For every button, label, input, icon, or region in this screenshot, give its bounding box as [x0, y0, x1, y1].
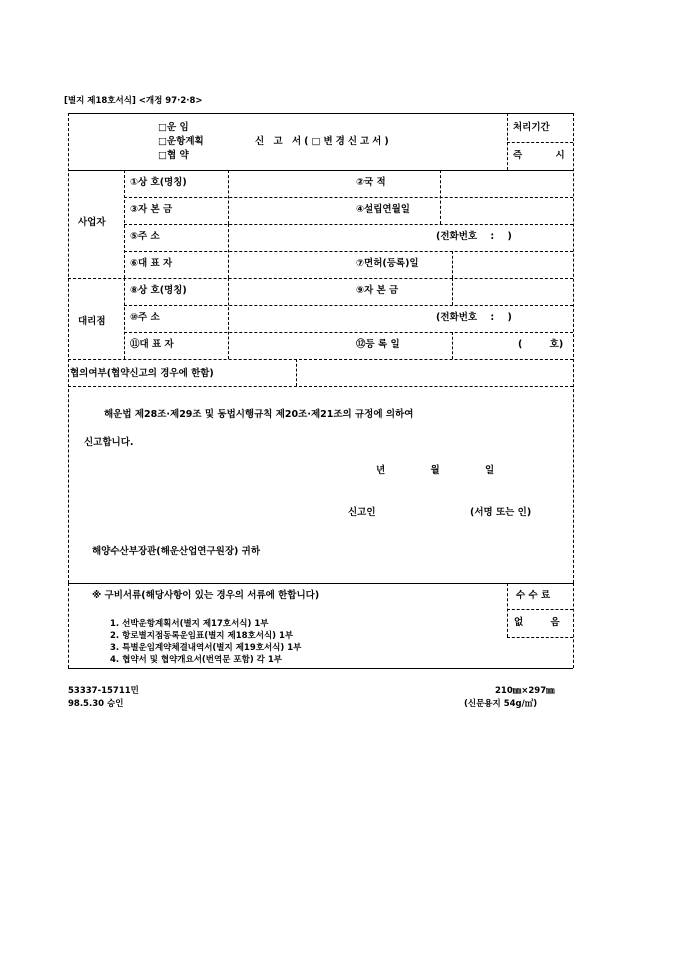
fee-label: 수 수 료	[516, 590, 551, 601]
row3-line	[124, 251, 573, 252]
footer-paper: (신문용지 54g/㎡)	[464, 699, 538, 709]
fee-bottom-line	[507, 637, 573, 638]
field-nationality-label: ②국 적	[356, 177, 386, 188]
frame-top	[68, 113, 573, 114]
agent-section-label: 대리점	[78, 316, 106, 327]
row1-line	[124, 197, 573, 198]
agent-row1-line	[124, 305, 573, 306]
business-section-label: 사업자	[78, 217, 106, 228]
documents-right	[573, 583, 574, 668]
agreement-bottom-line	[68, 386, 573, 387]
documents-bottom-line	[68, 668, 573, 669]
footer-size: 210㎜×297㎜	[495, 686, 555, 696]
field-license-date-label: ⑦면허(등록)일	[356, 258, 419, 269]
business-bottom-line	[68, 278, 573, 279]
agreement-label: 협의여부(협약신고의 경우에 한함)	[70, 368, 214, 379]
row4-divider	[452, 251, 453, 278]
field-agent-registration-date-label: ⑫등 록 일	[356, 339, 400, 350]
declaration-line1: 해운법 제28조·제29조 및 동법시행규칙 제20조·제21조의 규정에 의하여	[104, 409, 414, 420]
option-fare[interactable]: □운 임	[158, 122, 189, 133]
agent-divider-b	[452, 278, 453, 305]
fee-value: 없 음	[514, 617, 560, 628]
agent-row2-line	[124, 332, 573, 333]
field-representative-label: ⑥대 표 자	[130, 258, 173, 269]
option-operation-plan[interactable]: □운항계획	[158, 136, 204, 147]
frame-bottom	[68, 583, 573, 584]
agent-label-divider	[124, 278, 125, 359]
documents-left	[68, 583, 69, 668]
fee-row-line	[507, 609, 573, 610]
field-agent-phone: (전화번호 : )	[436, 312, 512, 323]
field-address-label: ⑤주 소	[130, 231, 160, 242]
declaration-line2: 신고합니다.	[84, 437, 134, 448]
document-item-4: 4. 협약서 및 협약개요서(번역문 포함) 각 1부	[110, 655, 282, 665]
field-agent-registration-number: ( 호)	[518, 339, 564, 350]
documents-header: ※ 구비서류(해당사항이 있는 경우의 서류에 한합니다)	[92, 590, 320, 601]
agent-bottom-line	[68, 359, 573, 360]
form-number: [별지 제18호서식] <개정 97·2·8>	[64, 96, 203, 106]
declaration-date: 년 월 일	[376, 465, 495, 476]
row2-line	[124, 224, 573, 225]
reporter-label: 신고인	[348, 507, 376, 518]
footer-code: 53337-15711민	[68, 686, 139, 696]
fee-divider	[507, 583, 508, 637]
field-address-phone: (전화번호 : )	[436, 231, 512, 242]
recipient: 해양수산부장관(해운산업연구원장) 귀하	[92, 546, 261, 557]
field-agent-capital-label: ⑨자 본 금	[356, 285, 399, 296]
agent-divider-c	[452, 332, 453, 359]
agent-divider-a	[228, 278, 229, 359]
field-agent-address-label: ⑩주 소	[130, 312, 160, 323]
process-period-value: 즉 시	[513, 150, 565, 161]
document-item-3: 3. 특별운임계약체결내역서(별지 제19호서식) 1부	[110, 643, 302, 653]
field-capital-label: ③자 본 금	[130, 204, 173, 215]
footer-approval: 98.5.30 승인	[68, 699, 124, 709]
field-agent-representative-label: ⑪대 표 자	[130, 339, 174, 350]
frame-left	[68, 113, 69, 583]
document-item-1: 1. 선박운항계획서(별지 제17호서식) 1부	[110, 619, 269, 629]
title-bottom-line	[68, 170, 573, 171]
document-item-2: 2. 항로별지점동록운임표(별지 제18호서식) 1부	[110, 631, 294, 641]
field-founding-date-label: ④설립연월일	[356, 204, 410, 215]
field-agent-name-label: ⑧상 호(명칭)	[130, 285, 187, 296]
form-title: 신 고 서(□변경신고서)	[255, 136, 392, 147]
reporter-signature: (서명 또는 인)	[470, 507, 532, 518]
process-period-label: 처리기간	[513, 122, 550, 133]
field-company-name-label: ①상 호(명칭)	[130, 177, 187, 188]
option-agreement[interactable]: □협 약	[158, 150, 189, 161]
process-row-line	[507, 142, 573, 143]
agreement-divider	[296, 359, 297, 386]
frame-right	[573, 113, 574, 583]
